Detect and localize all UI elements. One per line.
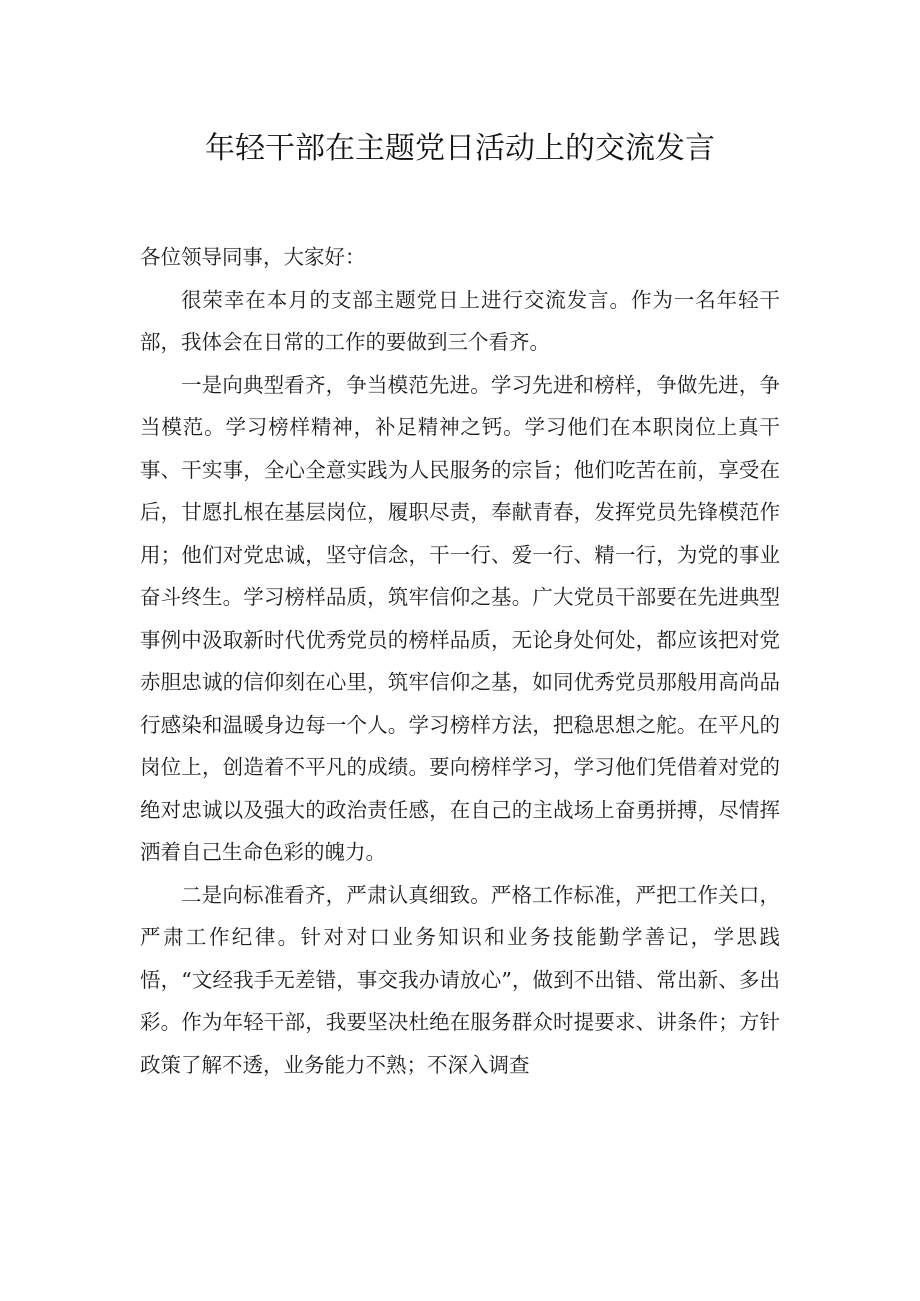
salutation: 各位领导同事，大家好： — [140, 245, 366, 269]
paragraph-intro: 很荣幸在本月的支部主题党日上进行交流发言。作为一名年轻干部，我体会在日常的工作的要做到三个看齐。 — [140, 287, 780, 354]
paragraph-point-two: 二是向标准看齐，严肃认真细致。严格工作标准，严把工作关口，严肃工作纪律。针对对口业务知识和业务技能勤学善记，学思践悟，“文经我手无差错，事交我办请放心”，做到不出错、常出新、多出彩。作为年轻干部，我要坚决杜绝在服务群众时提要求、讲条件；方针政策了解不透，业务能力不熟；不深入调查 — [140, 882, 780, 1077]
paragraph-point-one: 一是向典型看齐，争当模范先进。学习先进和榜样，争做先进，争当模范。学习榜样精神，补足精神之钙。学习他们在本职岗位上真干事、干实事，全心全意实践为人民服务的宗旨；他们吃苦在前，享受在后，甘愿扎根在基层岗位，履职尽责，奉献青春，发挥党员先锋模范作用；他们对党忠诚，坚守信念，干一行、爱一行、精一行，为党的事业奋斗终生。学习榜样品质，筑牢信仰之基。广大党员干部要在先进典型事例中汲取新时代优秀党员的榜样品质，无论身处何处，都应该把对党赤胆忠诚的信仰刻在心里，筑牢信仰之基，如同优秀党员那般用高尚品行感染和温暖身边每一个人。学习榜样方法，把稳思想之舵。在平凡的岗位上，创造着不平凡的成绩。要向榜样学习，学习他们凭借着对党的绝对忠诚以及强大的政治责任感，在自己的主战场上奋勇拼搏，尽情挥洒着自己生命色彩的魄力。 — [140, 372, 780, 864]
document-body — [140, 236, 780, 1086]
document-title: 年轻干部在主题党日活动上的交流发言 — [205, 131, 715, 166]
